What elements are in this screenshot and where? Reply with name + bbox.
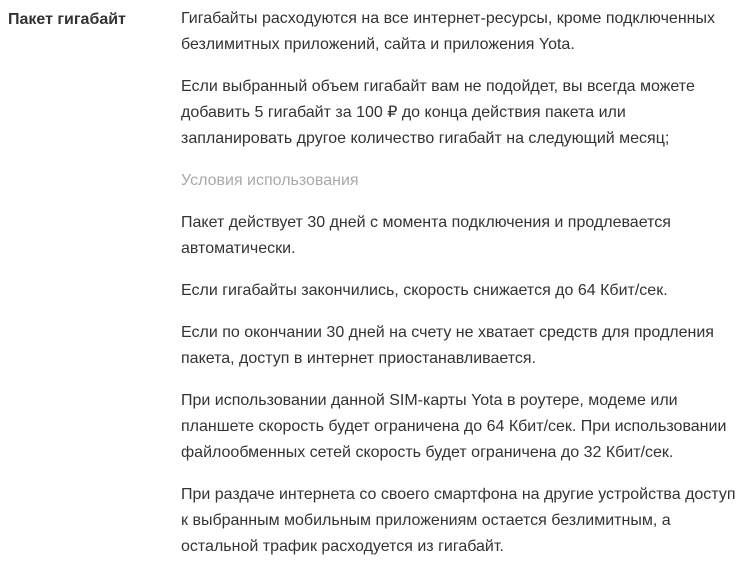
paragraph-package-duration: Пакет действует 30 дней с момента подключения и продлевается автоматически. (181, 214, 671, 257)
terms-of-use-subheading: Условия использования (181, 172, 359, 189)
section-title: Пакет гигабайт (8, 11, 126, 28)
paragraph-speed-after-limit: Если гигабайты закончились, скорость снижается до 64 Кбит/сек. (181, 282, 668, 299)
section-row (8, 6, 736, 576)
section-label-column (8, 6, 181, 31)
paragraph-sim-in-other-devices: При использовании данной SIM-карты Yota в роутере, модеме или планшете скорость будет ограничена до 64 Кбит/сек. При использовании файлообменных сетей скорость будет ограничена до 32 Кбит/сек. (181, 392, 727, 461)
section-content-column (181, 6, 741, 576)
paragraph-add-gigabytes: Если выбранный объем гигабайт вам не подойдет, вы всегда можете добавить 5 гигабайт за 100 ₽ до конца действия пакета или запланировать другое количество гигабайт на следующий месяц; (181, 78, 695, 147)
paragraph-tethering: При раздаче интернета со своего смартфона на другие устройства доступ к выбранным мобильным приложениям остается безлимитным, а остальной трафик расходуется из гигабайт. (181, 486, 736, 555)
paragraph-gigabytes-usage: Гигабайты расходуются на все интернет-ресурсы, кроме подключенных безлимитных приложений, сайта и приложения Yota. (181, 10, 715, 53)
paragraph-insufficient-funds: Если по окончании 30 дней на счету не хватает средств для продления пакета, доступ в интернет приостанавливается. (181, 324, 714, 367)
